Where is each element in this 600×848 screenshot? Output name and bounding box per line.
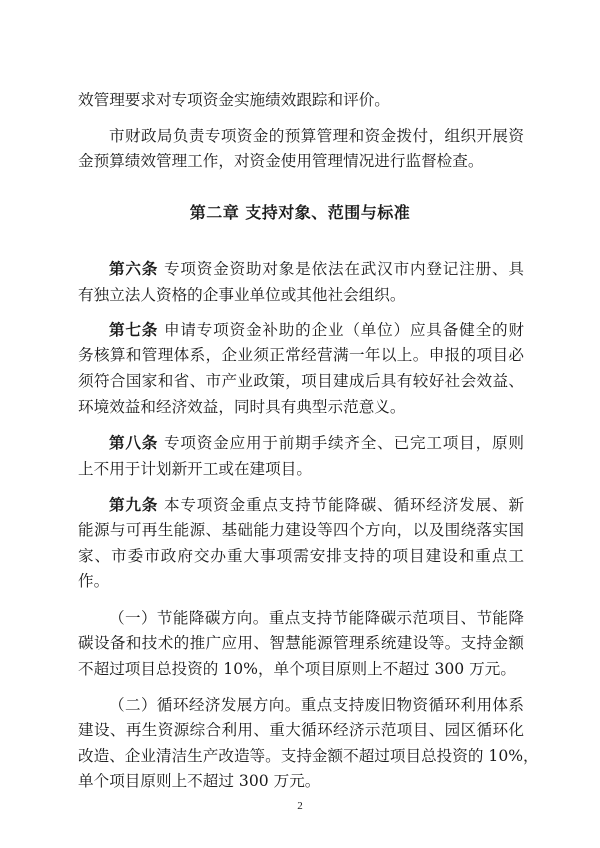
page-number: 2 bbox=[297, 800, 303, 812]
article-9-line: 作。 bbox=[78, 572, 110, 590]
article-label: 第八条 bbox=[109, 433, 159, 452]
article-8-line bbox=[109, 433, 524, 453]
paragraph-line: 市财政局负责专项资金的预算管理和资金拨付，组织开展资 bbox=[109, 127, 524, 145]
article-9-line: 能源与可再生能源、基础能力建设等四个方向，以及围绕落实国 bbox=[78, 521, 524, 539]
item-2-line: 改造、企业清洁生产改造等。支持金额不超过项目总投资的 10%， bbox=[78, 747, 539, 765]
article-7-line bbox=[109, 320, 524, 340]
article-6-line bbox=[109, 259, 524, 279]
article-text: 专项资金资助对象是依法在武汉市内登记注册、具 bbox=[158, 260, 524, 278]
paragraph-line: 效管理要求对专项资金实施绩效跟踪和评价。 bbox=[78, 91, 390, 109]
item-2-line: （二）循环经济发展方向。重点支持废旧物资循环利用体系 bbox=[109, 696, 524, 714]
article-text: 申请专项资金补助的企业（单位）应具备健全的财 bbox=[158, 321, 524, 339]
item-2-line: 建设、再生资源综合利用、重大循环经济示范项目、园区循环化 bbox=[78, 721, 524, 739]
item-1-line: 碳设备和技术的推广应用、智慧能源管理系统建设等。支持金额 bbox=[78, 634, 524, 652]
article-label: 第六条 bbox=[109, 259, 159, 278]
item-1-line: 不超过项目总投资的 10%，单个项目原则上不超过 300 万元。 bbox=[78, 660, 516, 678]
article-6-line: 有独立法人资格的企事业单位或其他社会组织。 bbox=[78, 286, 406, 304]
chapter-title: 第二章 支持对象、范围与标准 bbox=[189, 203, 411, 222]
item-1-line: （一）节能降碳方向。重点支持节能降碳示范项目、节能降 bbox=[109, 609, 524, 627]
paragraph-line: 金预算绩效管理工作，对资金使用管理情况进行监督检查。 bbox=[78, 152, 484, 170]
article-8-line: 上不用于计划新开工或在建项目。 bbox=[78, 460, 312, 478]
article-text: 专项资金应用于前期手续齐全、已完工项目，原则 bbox=[158, 434, 524, 452]
article-label: 第九条 bbox=[109, 495, 159, 514]
article-9-line: 家、市委市政府交办重大事项需安排支持的项目建设和重点工 bbox=[78, 547, 524, 565]
article-9-line bbox=[109, 495, 524, 515]
article-text: 本专项资金重点支持节能降碳、循环经济发展、新 bbox=[158, 496, 524, 514]
article-7-line: 务核算和管理体系，企业须正常经营满一年以上。申报的项目必 bbox=[78, 346, 524, 364]
article-label: 第七条 bbox=[109, 320, 159, 339]
item-2-line: 单个项目原则上不超过 300 万元。 bbox=[78, 772, 321, 790]
article-7-line: 环境效益和经济效益，同时具有典型示范意义。 bbox=[78, 398, 406, 416]
article-7-line: 须符合国家和省、市产业政策，项目建成后具有较好社会效益、 bbox=[78, 372, 524, 390]
